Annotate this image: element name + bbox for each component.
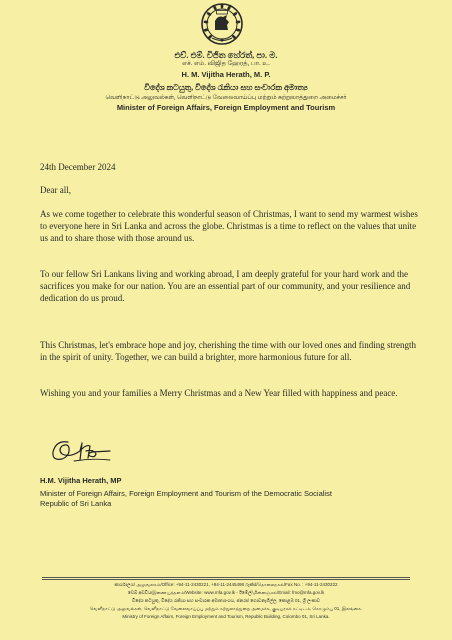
ministry-title-tamil: வெளிநாட்டு அலுவல்கள், வெளிநாட்டு வேலைவாய்ப்பு மற்றும் சுற்றுலாத்துறை அமைச்சர் (105, 95, 347, 101)
footer-address-sinhala: විදේශ කටයුතු, විදේශ රැකියා සහ සංචාරක අමාත්‍යාංශය, ජනරජ ගොඩනැගිල්ල, කොළඹ 01, ශ්‍රී ලංකාව (132, 598, 320, 603)
minister-name-english: H. M. Vijitha Herath, M. P. (181, 70, 271, 79)
sri-lanka-emblem-icon (200, 2, 244, 46)
footer-divider (42, 577, 410, 578)
letter-paragraph: Wishing you and your families a Merry Christmas and a New Year filled with happiness and peace. (40, 388, 398, 398)
ministry-title-english: Minister of Foreign Affairs, Foreign Employment and Tourism (116, 103, 336, 112)
letter-greeting: Dear all, (40, 185, 71, 195)
handwritten-signature (46, 434, 126, 468)
letter-paragraph: To our fellow Sri Lankans living and working abroad, I am deeply grateful for your hard work and the sacrifices you make for our nation. You are an essential part of our community, and your resilience and dedication do us proud. (40, 269, 411, 303)
minister-name-sinhala: එච්. එම්. විජිත හේරත්, පා. ම. (174, 50, 278, 60)
footer-address-tamil: வெளிநாட்டு அலுவல்கள், வெளிநாட்டு வேலைவாய்ப்பு மற்றும் சுற்றுலாத்துறை அமைச்சு, குடியரசுக் கட்டிடம், கொழும்பு 01, இலங்கை. (89, 606, 363, 611)
minister-name-tamil: எச். எம். விஜித ஹேரத், பா. உ. (182, 60, 270, 67)
signatory-name: H.M. Vijitha Herath, MP (40, 476, 122, 485)
letter-paragraph: As we come together to celebrate this wonderful season of Christmas, I want to send my warmest wishes to everyone here in Sri Lanka and across the globe. Christmas is a time to reflect on the values that unite us and to share those with those around us. (40, 209, 418, 243)
footer-web-line: වෙබ් අඩවිය/இணையத்தளம்/Website: www.mfa.gov.lk - ඊමේල්/மின்னஞ்சல்/Email: fmo@mfa.gov.lk (127, 590, 325, 595)
footer-contact-line: කාර්යාලය/ அலுவலகம்/Office: +94-11-2430221, +94-11-2445498 ෆැක්ස්/தொலைநகல்/Fax No. : +94-11-2430222 (114, 582, 338, 587)
signatory-title: Minister of Foreign Affairs, Foreign Employment and Tourism of the Democratic Socialist Republic of Sri Lanka (40, 489, 332, 508)
letter-date: 24th December 2024 (40, 162, 116, 172)
letter-paragraph: This Christmas, let's embrace hope and joy, cherishing the time with our loved ones and finding strength in the spirit of unity. Together, we can build a brighter, more harmonious future for all. (40, 340, 416, 362)
footer-divider (42, 579, 410, 580)
footer-address-english: Ministry of Foreign Affairs, Foreign Employment and Tourism, Republic Building, Colombo 01, Sri Lanka. (122, 614, 330, 619)
ministry-title-sinhala: විදේශ කටයුතු, විදේශ රැකියා සහ සංචාරක අමාත්‍ය (144, 83, 308, 92)
